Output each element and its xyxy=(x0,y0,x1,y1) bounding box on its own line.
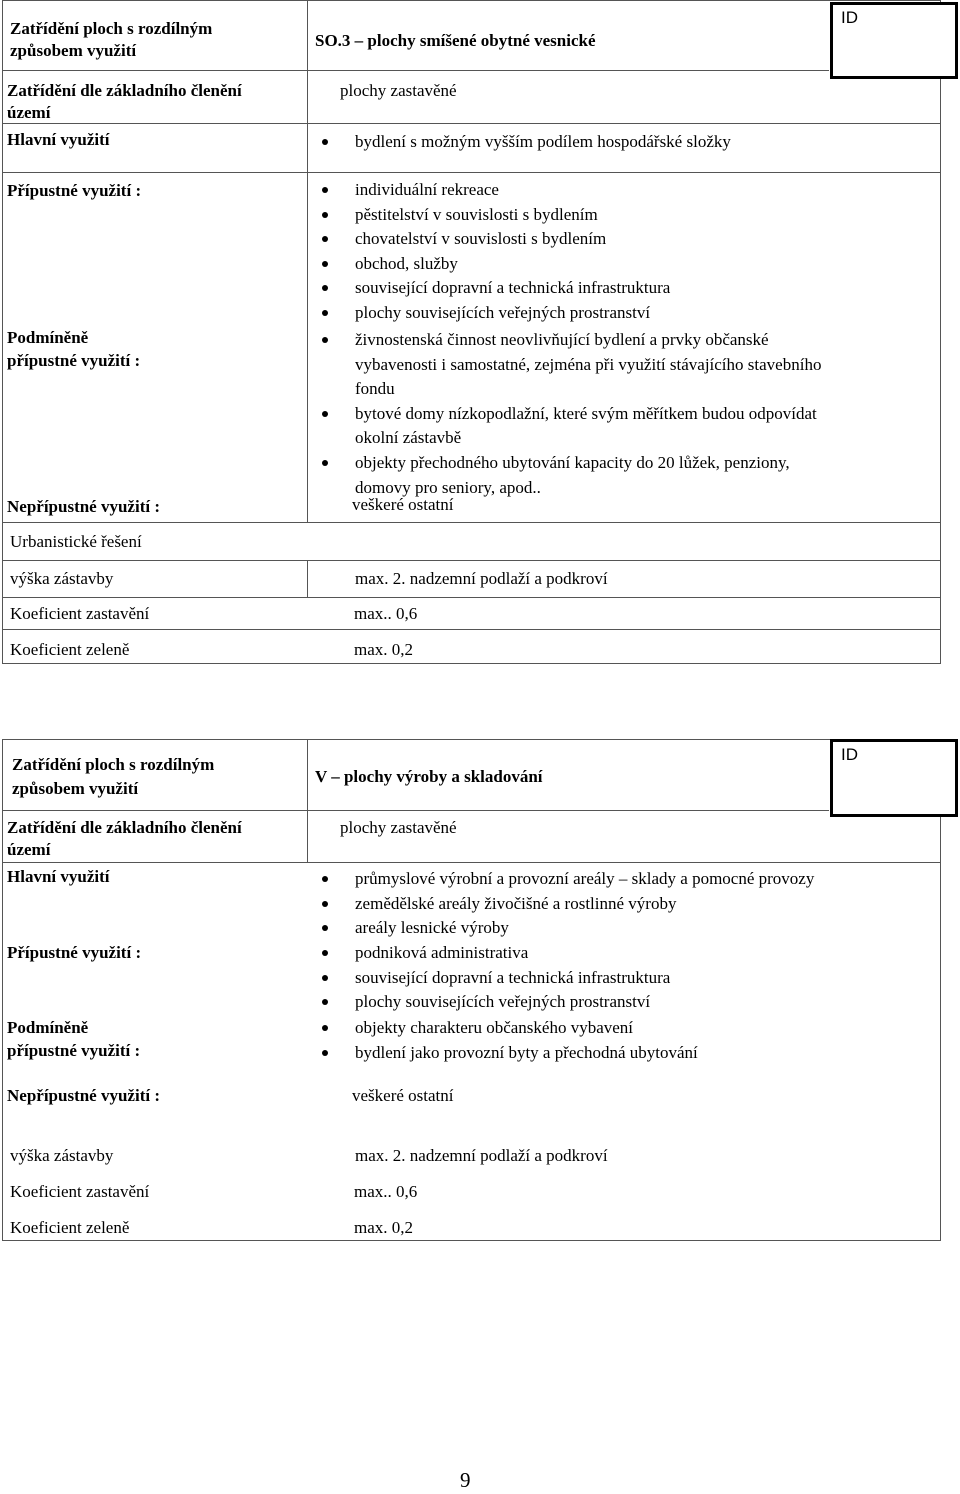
main-label: Hlavní využití xyxy=(7,867,110,886)
basic-label-line1: Zatřídění dle základního členění xyxy=(7,818,242,837)
list-item: obchod, služby xyxy=(322,252,670,277)
list-item: související dopravní a technická infrastruktura xyxy=(322,966,670,991)
green-label: Koeficient zeleně xyxy=(10,640,130,659)
list-item-cont: vybavenosti i samostatné, zejména při využití stávajícího stavebního xyxy=(355,354,822,374)
permitted-label: Přípustné využití : xyxy=(7,181,142,200)
urban-label: Urbanistické řešení xyxy=(10,532,142,551)
permitted-list xyxy=(322,941,670,1015)
main-label: Hlavní využití xyxy=(7,130,110,149)
list-item: areály lesnické výroby xyxy=(322,916,814,941)
table-title: SO.3 – plochy smíšené obytné vesnické xyxy=(315,31,596,50)
basic-value: plochy zastavěné xyxy=(340,818,457,837)
basic-label-line1: Zatřídění dle základního členění xyxy=(7,81,242,100)
height-label: výška zástavby xyxy=(10,1146,114,1165)
height-value: max. 2. nadzemní podlaží a podkroví xyxy=(355,1146,608,1165)
conditional-label-line1: Podmíněně xyxy=(7,328,89,347)
id-box xyxy=(830,2,958,79)
conditional-label-line1: Podmíněně xyxy=(7,1018,89,1037)
list-item-cont: fondu xyxy=(355,379,395,399)
coverage-value: max.. 0,6 xyxy=(354,604,418,623)
forbidden-label: Nepřípustné využití : xyxy=(7,1086,160,1105)
table-title: V – plochy výroby a skladování xyxy=(315,767,543,786)
conditional-label-line2: přípustné využití : xyxy=(7,1041,141,1060)
list-item: individuální rekreace xyxy=(322,178,670,203)
header-left-line2: způsobem využití xyxy=(10,41,137,60)
table-so3 xyxy=(2,0,941,664)
header-left-line2: způsobem využití xyxy=(12,779,139,798)
list-item: chovatelství v souvislosti s bydlením xyxy=(322,227,670,252)
list-item: bydlení s možným vyšším podílem hospodářské složky xyxy=(322,130,731,155)
basic-label-line2: území xyxy=(7,840,51,859)
coverage-value: max.. 0,6 xyxy=(354,1182,418,1201)
list-item: plochy souvisejících veřejných prostranství xyxy=(322,301,670,326)
list-item-cont: domovy pro seniory, apod.. xyxy=(355,477,541,497)
list-item: zemědělské areály živočišné a rostlinné výroby xyxy=(322,892,814,917)
id-label: ID xyxy=(841,8,858,27)
list-item: objekty charakteru občanského vybavení xyxy=(322,1016,698,1041)
conditional-list xyxy=(322,1016,698,1065)
list-item: bytové domy nízkopodlažní, které svým měřítkem budou odpovídat xyxy=(322,402,821,427)
permitted-list xyxy=(322,178,670,326)
forbidden-label: Nepřípustné využití : xyxy=(7,497,160,516)
forbidden-value: veškeré ostatní xyxy=(352,1086,454,1105)
list-item: živnostenská činnost neovlivňující bydlení a prvky občanské xyxy=(322,328,821,353)
main-list xyxy=(322,130,731,155)
basic-label-line2: území xyxy=(7,103,51,122)
coverage-label: Koeficient zastavění xyxy=(10,604,150,623)
list-item: bydlení jako provozní byty a přechodná ubytování xyxy=(322,1041,698,1066)
list-item: objekty přechodného ubytování kapacity do 20 lůžek, penziony, xyxy=(322,451,821,476)
header-left-line1: Zatřídění ploch s rozdílným xyxy=(10,19,213,38)
id-label: ID xyxy=(841,745,858,764)
conditional-list xyxy=(322,328,821,500)
list-item-cont: okolní zástavbě xyxy=(355,428,462,448)
list-item: související dopravní a technická infrastruktura xyxy=(322,276,670,301)
basic-value: plochy zastavěné xyxy=(340,81,457,100)
coverage-label: Koeficient zastavění xyxy=(10,1182,150,1201)
list-item: průmyslové výrobní a provozní areály – sklady a pomocné provozy xyxy=(322,867,814,892)
page-number: 9 xyxy=(460,1468,471,1492)
forbidden-value: veškeré ostatní xyxy=(352,495,454,514)
conditional-label-line2: přípustné využití : xyxy=(7,351,141,370)
header-left-line1: Zatřídění ploch s rozdílným xyxy=(12,755,215,774)
green-value: max. 0,2 xyxy=(354,1218,414,1237)
height-value: max. 2. nadzemní podlaží a podkroví xyxy=(355,569,608,588)
green-label: Koeficient zeleně xyxy=(10,1218,130,1237)
list-item: pěstitelství v souvislosti s bydlením xyxy=(322,203,670,228)
list-item: plochy souvisejících veřejných prostranství xyxy=(322,990,670,1015)
id-box xyxy=(830,739,958,817)
height-label: výška zástavby xyxy=(10,569,114,588)
list-item: podniková administrativa xyxy=(322,941,670,966)
main-list xyxy=(322,867,814,941)
permitted-label: Přípustné využití : xyxy=(7,943,142,962)
table-v xyxy=(2,739,941,1241)
green-value: max. 0,2 xyxy=(354,640,414,659)
